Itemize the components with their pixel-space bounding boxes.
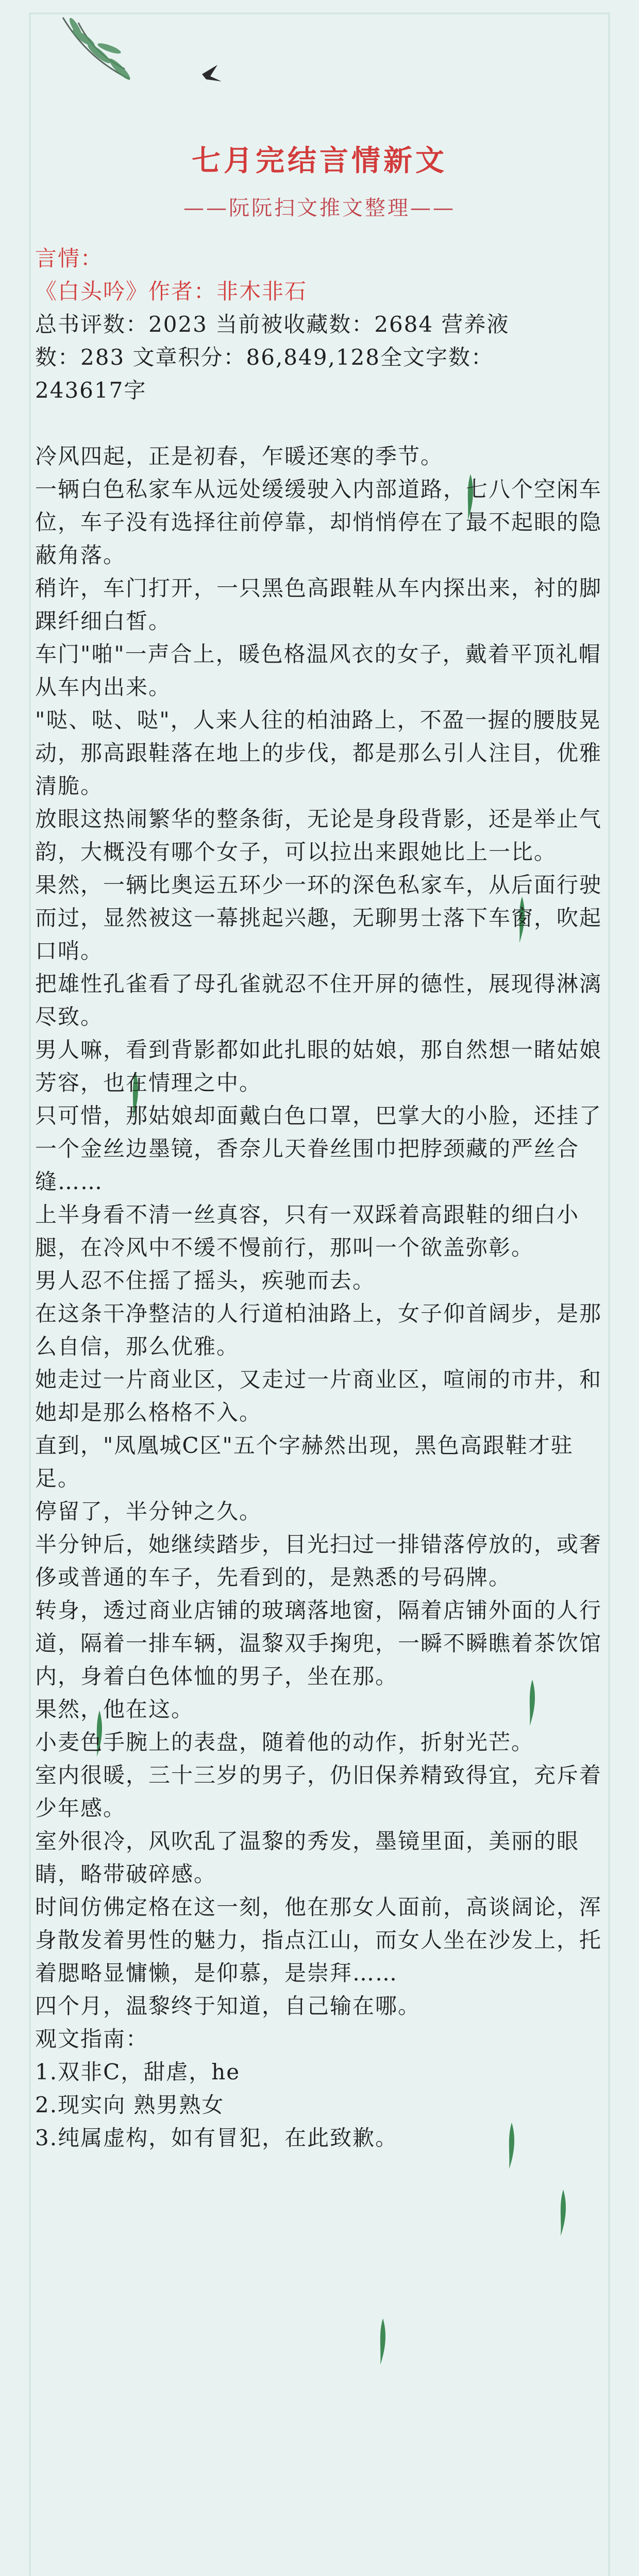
guide-item: 3.纯属虚构，如有冒犯，在此致歉。: [35, 2125, 398, 2150]
story-paragraph: 时间仿佛定格在这一刻，他在那女人面前，高谈阔论，浑身散发着男性的魅力，指点江山，而女人坐在沙发上，托着腮略显慵懒，是仰慕，是崇拜……: [35, 1894, 602, 1986]
category-label: 言情：: [35, 246, 104, 271]
guide-item: 2.现实向 熟男熟女: [35, 2092, 225, 2117]
story-paragraph: 停留了，半分钟之久。: [35, 1499, 262, 1524]
story-paragraph: 一辆白色私家车从远处缓缓驶入内部道路，七八个空闲车位，车子没有选择往前停靠，却悄悄停在了最不起眼的隐蔽角落。: [35, 477, 602, 568]
story-paragraph: 车门"啪"一声合上，暖色格温风衣的女子，戴着平顶礼帽从车内出来。: [35, 641, 601, 700]
story-paragraph: 小麦色手腕上的表盘，随着他的动作，折射光芒。: [35, 1730, 534, 1755]
story-paragraph: 直到，"凤凰城C区"五个字赫然出现，黑色高跟鞋才驻足。: [35, 1433, 574, 1491]
spacer: [35, 407, 604, 440]
story-paragraph: 男人嘛，看到背影都如此扎眼的姑娘，那自然想一睹姑娘芳容，也在情理之中。: [35, 1037, 602, 1095]
guide-item: 1.双非C，甜虐，he: [35, 2059, 241, 2084]
story-paragraph: 果然，他在这。: [35, 1697, 194, 1722]
story-paragraph: 放眼这热闹繁华的整条街，无论是身段背影，还是举止气韵，大概没有哪个女子，可以拉出来跟她比上一比。: [35, 806, 602, 865]
story-paragraph: 半分钟后，她继续踏步，目光扫过一排错落停放的，或奢侈或普通的车子，先看到的，是熟悉的号码牌。: [35, 1532, 602, 1590]
book-stats: 总书评数：2023 当前被收藏数：2684 营养液: [35, 312, 510, 337]
leaf-branch-decoration: [47, 12, 233, 105]
page-subtitle: ——阮阮扫文推文整理——: [183, 196, 456, 220]
story-paragraph: 把雄性孔雀看了母孔雀就忍不住开屏的德性，展现得淋漓尽致。: [35, 971, 602, 1029]
story-paragraph: 她走过一片商业区，又走过一片商业区，喧闹的市井，和她却是那么格格不入。: [35, 1367, 602, 1425]
story-paragraph: 在这条干净整洁的人行道柏油路上，女子仰首阔步，是那么自信，那么优雅。: [35, 1301, 602, 1359]
book-stats: 243617字: [35, 378, 147, 403]
story-paragraph: 室内很暖，三十三岁的男子，仍旧保养精致得宜，充斥着少年感。: [35, 1762, 602, 1821]
story-paragraph: 稍许，车门打开，一只黑色高跟鞋从车内探出来，衬的脚踝纤细白皙。: [35, 575, 602, 634]
book-title-author: 《白头吟》作者：非木非石: [35, 279, 308, 304]
story-paragraph: 四个月，温黎终于知道，自己输在哪。: [35, 1993, 421, 2019]
page-title: 七月完结言情新文: [192, 144, 447, 178]
story-paragraph: "哒、哒、哒"，人来人往的柏油路上，不盈一握的腰肢晃动，那高跟鞋落在地上的步伐，都是那么引人注目，优雅清脆。: [35, 707, 602, 799]
story-paragraph: 室外很冷，风吹乱了温黎的秀发，墨镜里面，美丽的眼睛，略带破碎感。: [35, 1828, 580, 1887]
swallow-bird-icon: [202, 65, 222, 81]
story-paragraph: 冷风四起，正是初春，乍暖还寒的季节。: [35, 444, 444, 469]
book-stats: 数：283 文章积分：86,849,128全文字数：: [35, 345, 494, 370]
story-paragraph: 只可惜，那姑娘却面戴白色口罩，巴掌大的小脸，还挂了一个金丝边墨镜，香奈儿天眷丝围巾把脖颈藏的严丝合缝……: [35, 1103, 602, 1194]
story-paragraph: 上半身看不清一丝真容，只有一双踩着高跟鞋的细白小腿，在冷风中不缓不慢前行，那叫一个欲盖弥彰。: [35, 1202, 580, 1260]
guide-title: 观文指南：: [35, 2026, 149, 2052]
article-body: [35, 242, 604, 2155]
story-paragraph: 果然，一辆比奥运五环少一环的深色私家车，从后面行驶而过，显然被这一幕挑起兴趣，无聊男士落下车窗，吹起口哨。: [35, 872, 602, 963]
story-paragraph: 转身，透过商业店铺的玻璃落地窗，隔着店铺外面的人行道，隔着一排车辆，温黎双手掬兜，一瞬不瞬瞧着茶饮馆内，身着白色体恤的男子，坐在那。: [35, 1598, 602, 1689]
falling-leaf-icon: [557, 2190, 570, 2236]
story-paragraph: 男人忍不住摇了摇头，疾驰而去。: [35, 1268, 376, 1293]
falling-leaf-icon: [376, 2318, 390, 2365]
